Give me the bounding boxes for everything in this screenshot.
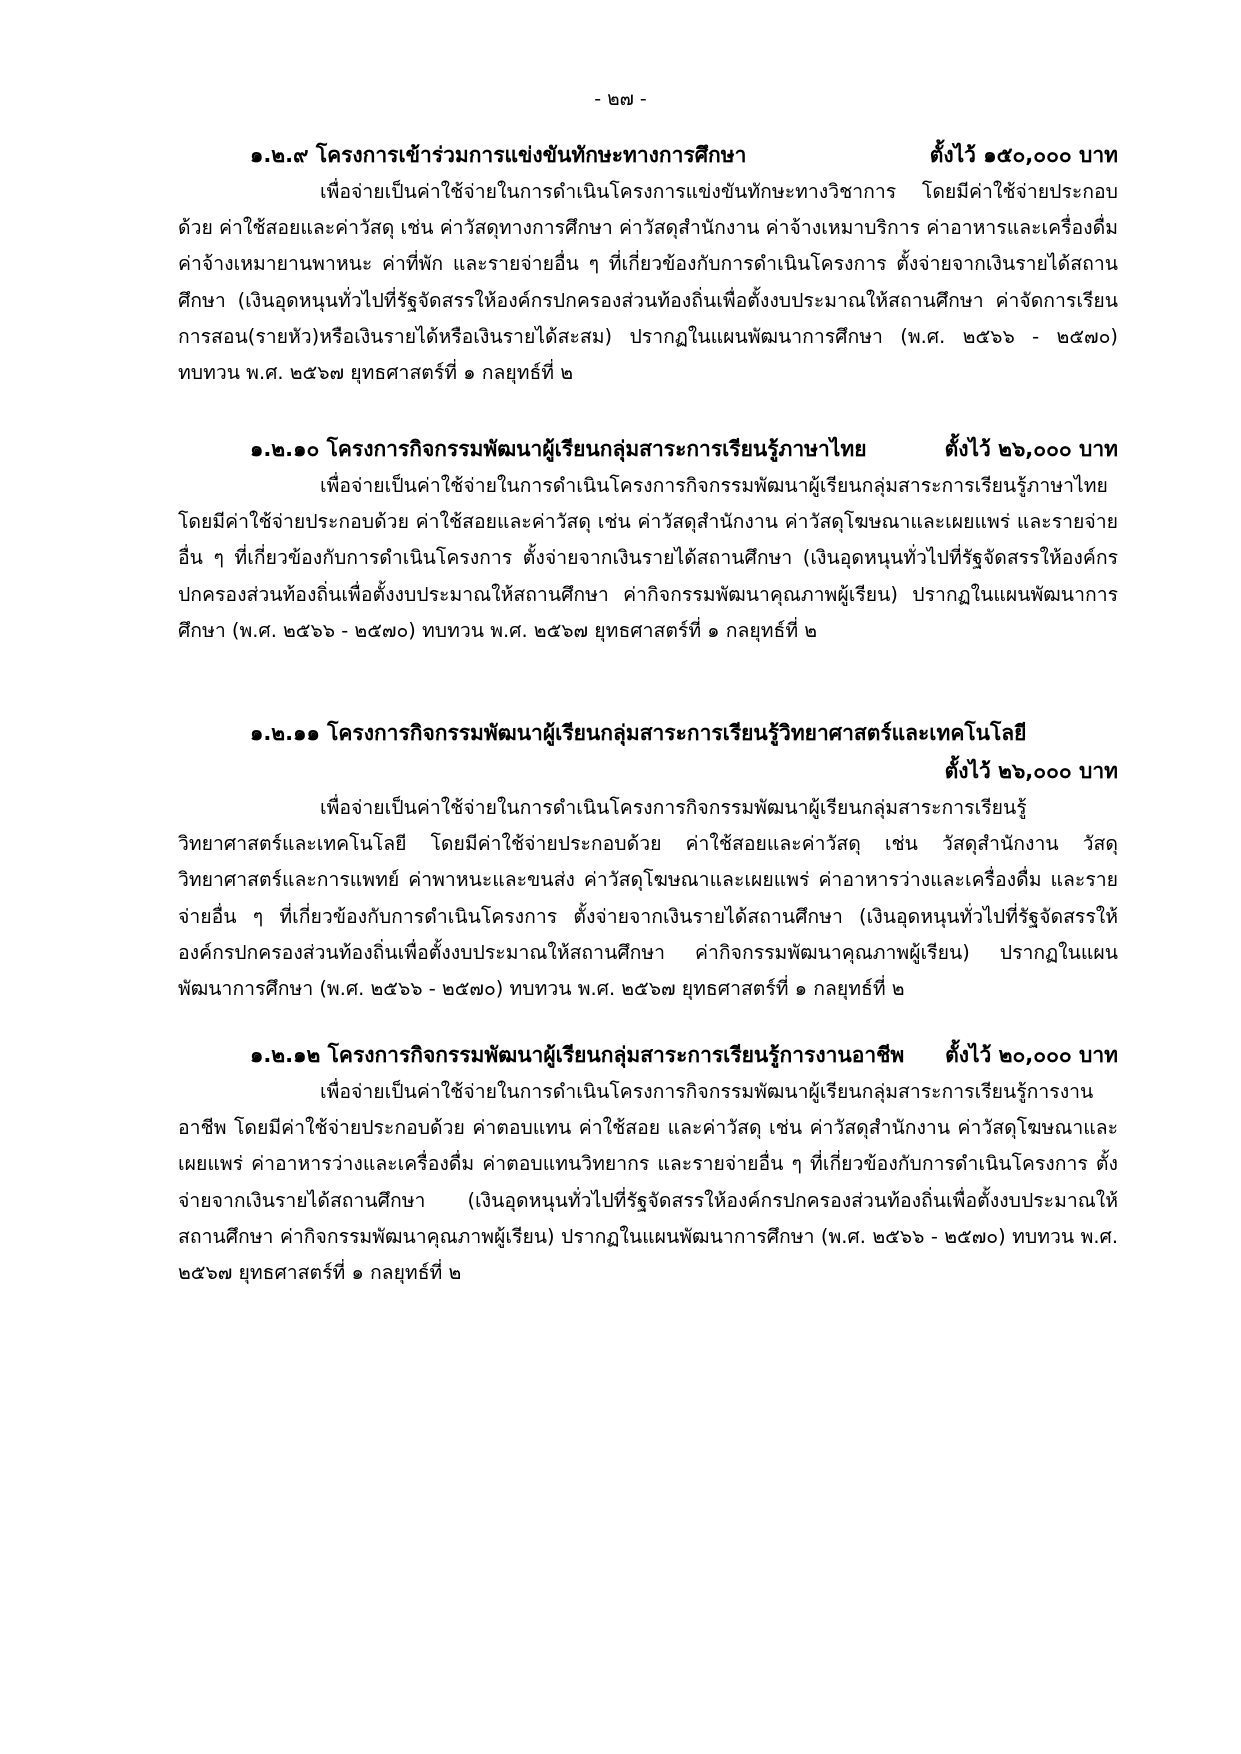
section-title: ๑.๒.๑๒ โครงการกิจกรรมพัฒนาผู้เรียนกลุ่มสาระการเรียนรู้การงานอาชีพ [250,1043,905,1067]
section-heading [178,1036,1118,1074]
section-title: ๑.๒.๙ โครงการเข้าร่วมการแข่งขันทักษะทางการศึกษา [250,143,747,167]
budget-section-1-2-12 [178,1036,1118,1291]
budget-section-1-2-10 [178,430,1118,649]
section-title: ๑.๒.๑๐ โครงการกิจกรรมพัฒนาผู้เรียนกลุ่มสาระการเรียนรู้ภาษาไทย [250,437,867,461]
section-budget: ตั้งไว้ ๒๖,๐๐๐ บาท [944,759,1118,783]
section-heading [178,714,1118,790]
section-budget: ตั้งไว้ ๒๖,๐๐๐ บาท [944,437,1118,461]
section-budget: ตั้งไว้ ๑๕๐,๐๐๐ บาท [929,143,1118,167]
section-body: เพื่อจ่ายเป็นค่าใช้จ่ายในการดำเนินโครงการกิจกรรมพัฒนาผู้เรียนกลุ่มสาระการเรียนรู้ภาษาไทย โดยมีค่าใช้จ่ายประกอบด้วย ค่าใช้สอยและค่าวัสดุ เช่น ค่าวัสดุสำนักงาน ค่าวัสดุโฆษณาและเผยแพร่ และรายจ่ายอื่น ๆ ที่เกี่ยวข้องกับการดำเนินโครงการ ตั้งจ่ายจากเงินรายได้สถานศึกษา (เงินอุดหนุนทั่วไปที่รัฐจัดสรรให้องค์กรปกครองส่วนท้องถิ่นเพื่อตั้งงบประมาณให้สถานศึกษา ค่ากิจกรรมพัฒนาคุณภาพผู้เรียน) ปรากฏในแผนพัฒนาการศึกษา (พ.ศ. ๒๕๖๖ - ๒๕๗๐) ทบทวน พ.ศ. ๒๕๖๗ ยุทธศาสตร์ที่ ๑ กลยุทธ์ที่ ๒ [178,474,1118,642]
section-heading [178,136,1118,174]
section-body: เพื่อจ่ายเป็นค่าใช้จ่ายในการดำเนินโครงการแข่งขันทักษะทางวิชาการ โดยมีค่าใช้จ่ายประกอบด้วย ค่าใช้สอยและค่าวัสดุ เช่น ค่าวัสดุทางการศึกษา ค่าวัสดุสำนักงาน ค่าจ้างเหมาบริการ ค่าอาหารและเครื่องดื่ม ค่าจ้างเหมายานพาหนะ ค่าที่พัก และรายจ่ายอื่น ๆ ที่เกี่ยวข้องกับการดำเนินโครงการ ตั้งจ่ายจากเงินรายได้สถานศึกษา (เงินอุดหนุนทั่วไปที่รัฐจัดสรรให้องค์กรปกครองส่วนท้องถิ่นเพื่อตั้งงบประมาณให้สถานศึกษา ค่าจัดการเรียนการสอน(รายหัว)หรือเงินรายได้หรือเงินรายได้สะสม) ปรากฏในแผนพัฒนาการศึกษา (พ.ศ. ๒๕๖๖ - ๒๕๗๐) ทบทวน พ.ศ. ๒๕๖๗ ยุทธศาสตร์ที่ ๑ กลยุทธ์ที่ ๒ [178,180,1118,385]
section-budget: ตั้งไว้ ๒๐,๐๐๐ บาท [945,1043,1118,1067]
section-title: ๑.๒.๑๑ โครงการกิจกรรมพัฒนาผู้เรียนกลุ่มสาระการเรียนรู้วิทยาศาสตร์และเทคโนโลยี [250,721,1027,745]
section-body: เพื่อจ่ายเป็นค่าใช้จ่ายในการดำเนินโครงการกิจกรรมพัฒนาผู้เรียนกลุ่มสาระการเรียนรู้วิทยาศาสตร์และเทคโนโลยี โดยมีค่าใช้จ่ายประกอบด้วย ค่าใช้สอยและค่าวัสดุ เช่น วัสดุสำนักงาน วัสดุวิทยาศาสตร์และการแพทย์ ค่าพาหนะและขนส่ง ค่าวัสดุโฆษณาและเผยแพร่ ค่าอาหารว่างและเครื่องดื่ม และรายจ่ายอื่น ๆ ที่เกี่ยวข้องกับการดำเนินโครงการ ตั้งจ่ายจากเงินรายได้สถานศึกษา (เงินอุดหนุนทั่วไปที่รัฐจัดสรรให้องค์กรปกครองส่วนท้องถิ่นเพื่อตั้งงบประมาณให้สถานศึกษา ค่ากิจกรรมพัฒนาคุณภาพผู้เรียน) ปรากฏในแผนพัฒนาการศึกษา (พ.ศ. ๒๕๖๖ - ๒๕๗๐) ทบทวน พ.ศ. ๒๕๖๗ ยุทธศาสตร์ที่ ๑ กลยุทธ์ที่ ๒ [178,796,1118,1001]
budget-section-1-2-11 [178,714,1118,1007]
page-number: - ๒๗ - [594,88,647,110]
section-body: เพื่อจ่ายเป็นค่าใช้จ่ายในการดำเนินโครงการกิจกรรมพัฒนาผู้เรียนกลุ่มสาระการเรียนรู้การงานอาชีพ โดยมีค่าใช้จ่ายประกอบด้วย ค่าตอบแทน ค่าใช้สอย และค่าวัสดุ เช่น ค่าวัสดุสำนักงาน ค่าวัสดุโฆษณาและเผยแพร่ ค่าอาหารว่างและเครื่องดื่ม ค่าตอบแทนวิทยากร และรายจ่ายอื่น ๆ ที่เกี่ยวข้องกับการดำเนินโครงการ ตั้งจ่ายจากเงินรายได้สถานศึกษา (เงินอุดหนุนทั่วไปที่รัฐจัดสรรให้องค์กรปกครองส่วนท้องถิ่นเพื่อตั้งงบประมาณให้สถานศึกษา ค่ากิจกรรมพัฒนาคุณภาพผู้เรียน) ปรากฏในแผนพัฒนาการศึกษา (พ.ศ. ๒๕๖๖ - ๒๕๗๐) ทบทวน พ.ศ. ๒๕๖๗ ยุทธศาสตร์ที่ ๑ กลยุทธ์ที่ ๒ [178,1080,1118,1285]
section-heading [178,430,1118,468]
budget-section-1-2-9 [178,136,1118,391]
